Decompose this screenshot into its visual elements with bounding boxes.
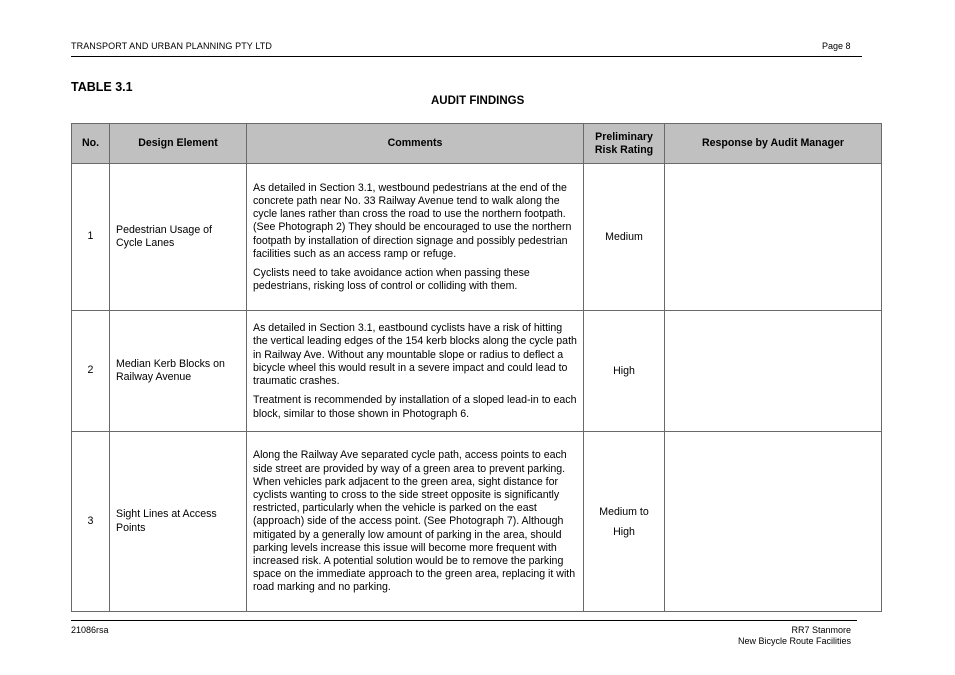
table-label: TABLE 3.1 xyxy=(71,80,133,94)
comments-cell xyxy=(247,432,584,612)
comment-paragraph: As detailed in Section 3.1, eastbound cyclists have a risk of hitting the vertical leading edges of the 154 kerb blocks along the cycle path in Railway Ave. Without any mountable slope or radius to deflect a bicycle wheel this would result in a severe impact and could lead to traumatic crashes. xyxy=(253,322,577,388)
comment-paragraph: As detailed in Section 3.1, westbound pedestrians at the end of the concrete path near No. 33 Railway Avenue tend to walk along the cycle lanes rather than cross the road to use the northern footpath. (See Photograph 2) They should be encouraged to use the northern footpath by installation of direction signage and possibly pedestrian facilities such as an access ramp or refuge. xyxy=(253,181,572,260)
footer-project xyxy=(738,625,851,647)
table-row xyxy=(72,311,882,432)
response-cell xyxy=(665,164,882,311)
design-element: Sight Lines at Access Points xyxy=(110,432,247,612)
risk-rating: Medium xyxy=(584,164,665,311)
comments-cell xyxy=(247,311,584,432)
col-header-response: Response by Audit Manager xyxy=(665,124,882,164)
col-header-risk-rating: Preliminary Risk Rating xyxy=(584,124,665,164)
audit-findings-table xyxy=(71,123,882,612)
risk-rating xyxy=(584,432,665,612)
row-number: 3 xyxy=(72,432,110,612)
header-divider xyxy=(71,56,862,57)
footer-divider xyxy=(71,620,857,621)
row-number: 2 xyxy=(72,311,110,432)
footer-project-line: New Bicycle Route Facilities xyxy=(737,636,851,646)
col-header-no: No. xyxy=(72,124,110,164)
response-cell xyxy=(665,432,882,612)
col-header-design-element: Design Element xyxy=(110,124,247,164)
table-header-row xyxy=(72,124,882,164)
design-element: Median Kerb Blocks on Railway Avenue xyxy=(110,311,247,432)
col-header-comments: Comments xyxy=(247,124,584,164)
design-element: Pedestrian Usage of Cycle Lanes xyxy=(110,164,247,311)
risk-rating: High xyxy=(584,311,665,432)
comment-paragraph: Cyclists need to take avoidance action when passing these pedestrians, risking loss of control or colliding with them. xyxy=(253,266,530,293)
comment-paragraph: Along the Railway Ave separated cycle path, access points to each side street are provided by way of a green area to prevent parking. When vehicles park adjacent to the green area, sight distance for cyclists wanting to cross to the side street opposite is significantly restricted, particularly when the vehicle is parked on the east (approach) side of the access point. (See Photograph 7). Although mitigated by a generally low amount of parking in the area, should parking levels increase this issue will become more frequent with increased risk. A potential solution would be to remove the parking space on the immediate approach to the green area, replacing it with road marking and no parking. xyxy=(253,449,576,594)
table-row xyxy=(72,164,882,311)
row-number: 1 xyxy=(72,164,110,311)
response-cell xyxy=(665,311,882,432)
risk-rating-line: Medium to xyxy=(599,505,649,518)
comments-cell xyxy=(247,164,584,311)
footer-project-line: RR7 Stanmore xyxy=(791,625,851,635)
table-row xyxy=(72,432,882,612)
comment-paragraph: Treatment is recommended by installation of a sloped lead-in to each block, similar to those shown in Photograph 6. xyxy=(253,394,577,420)
table-title: AUDIT FINDINGS xyxy=(431,95,525,107)
header-page-number: Page 8 xyxy=(822,41,851,51)
risk-rating-line: High xyxy=(613,525,635,538)
header-company: TRANSPORT AND URBAN PLANNING PTY LTD xyxy=(71,41,272,51)
footer-doc-ref: 21086rsa xyxy=(71,625,109,635)
